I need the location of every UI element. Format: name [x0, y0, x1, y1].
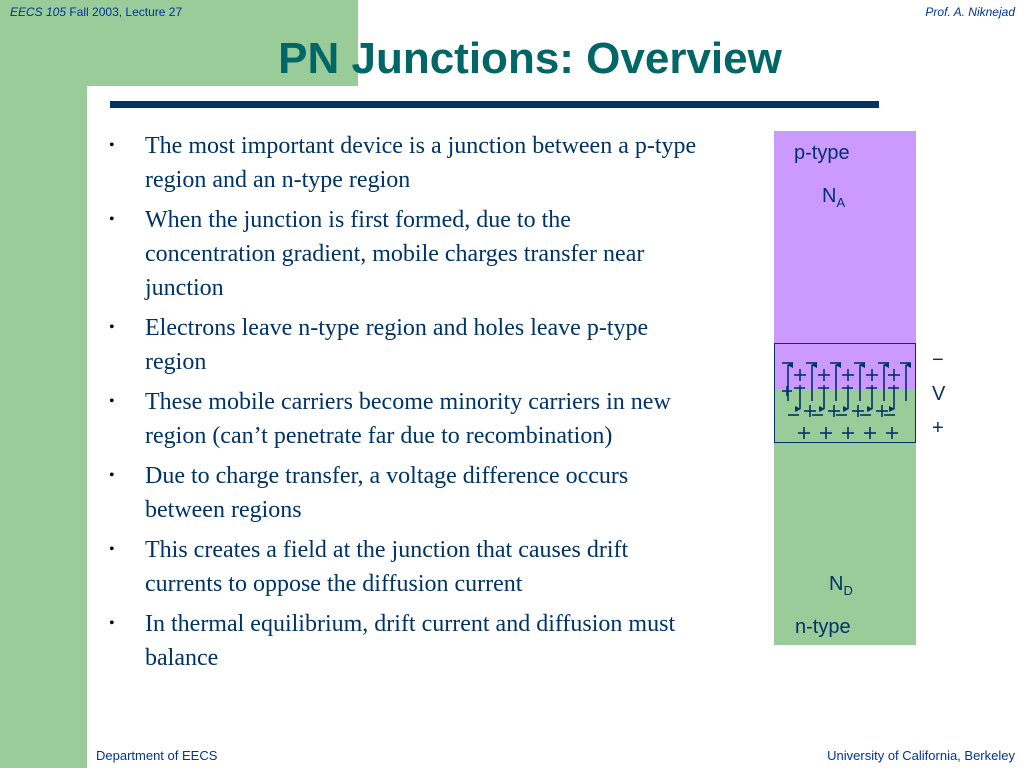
bullet-text: Electrons leave n-type region and holes leave p-type region [145, 315, 649, 375]
bullet-item [100, 385, 700, 453]
bullet-list [100, 129, 700, 681]
nd-subscript: D [843, 583, 853, 598]
voltage-label: V [932, 383, 946, 405]
footer-department: Department of EECS [96, 748, 218, 763]
bullet-text: The most important device is a junction between a p-type region and an n-type region [145, 133, 697, 193]
bullet-item [100, 459, 700, 527]
header-course [10, 5, 182, 19]
title-underline [110, 101, 879, 108]
nd-main: N [829, 573, 844, 595]
depletion-charges-and-field [774, 343, 916, 443]
n-type-label: n-type [795, 616, 851, 638]
bullet-item [100, 533, 700, 601]
left-green-band [0, 0, 87, 768]
voltage-minus-sign: − [932, 349, 944, 371]
na-subscript: A [836, 195, 846, 210]
na-main: N [822, 185, 837, 207]
bullet-text: When the junction is first formed, due to the concentration gradient, mobile charges transfer near junction [145, 207, 645, 301]
bullet-icon: • [109, 467, 115, 484]
bullet-icon: • [109, 137, 115, 154]
bullet-icon: • [109, 393, 115, 410]
bullet-text: These mobile carriers become minority carriers in new region (can’t penetrate far due to recombination) [145, 389, 671, 449]
bullet-text: This creates a field at the junction that causes drift currents to oppose the diffusion current [145, 537, 629, 597]
bullet-text: In thermal equilibrium, drift current and diffusion must balance [145, 611, 676, 671]
pn-junction-diagram [774, 131, 916, 645]
na-label [822, 185, 845, 210]
bullet-text: Due to charge transfer, a voltage difference occurs between regions [145, 463, 629, 523]
p-type-label: p-type [794, 142, 850, 164]
course-code: EECS 105 [10, 5, 67, 19]
bullet-item [100, 311, 700, 379]
voltage-plus-sign: + [932, 417, 944, 439]
footer-university: University of California, Berkeley [827, 748, 1015, 763]
header-author: Prof. A. Niknejad [925, 5, 1015, 19]
bullet-icon: • [109, 319, 115, 336]
bullet-item [100, 203, 700, 305]
bullet-item [100, 129, 700, 197]
bullet-icon: • [109, 211, 115, 228]
bullet-item [100, 607, 700, 675]
bullet-icon: • [109, 615, 115, 632]
bullet-icon: • [109, 541, 115, 558]
slide-title: PN Junctions: Overview [278, 34, 782, 83]
course-term: Fall 2003, Lecture 27 [66, 5, 183, 19]
nd-label [829, 573, 853, 598]
